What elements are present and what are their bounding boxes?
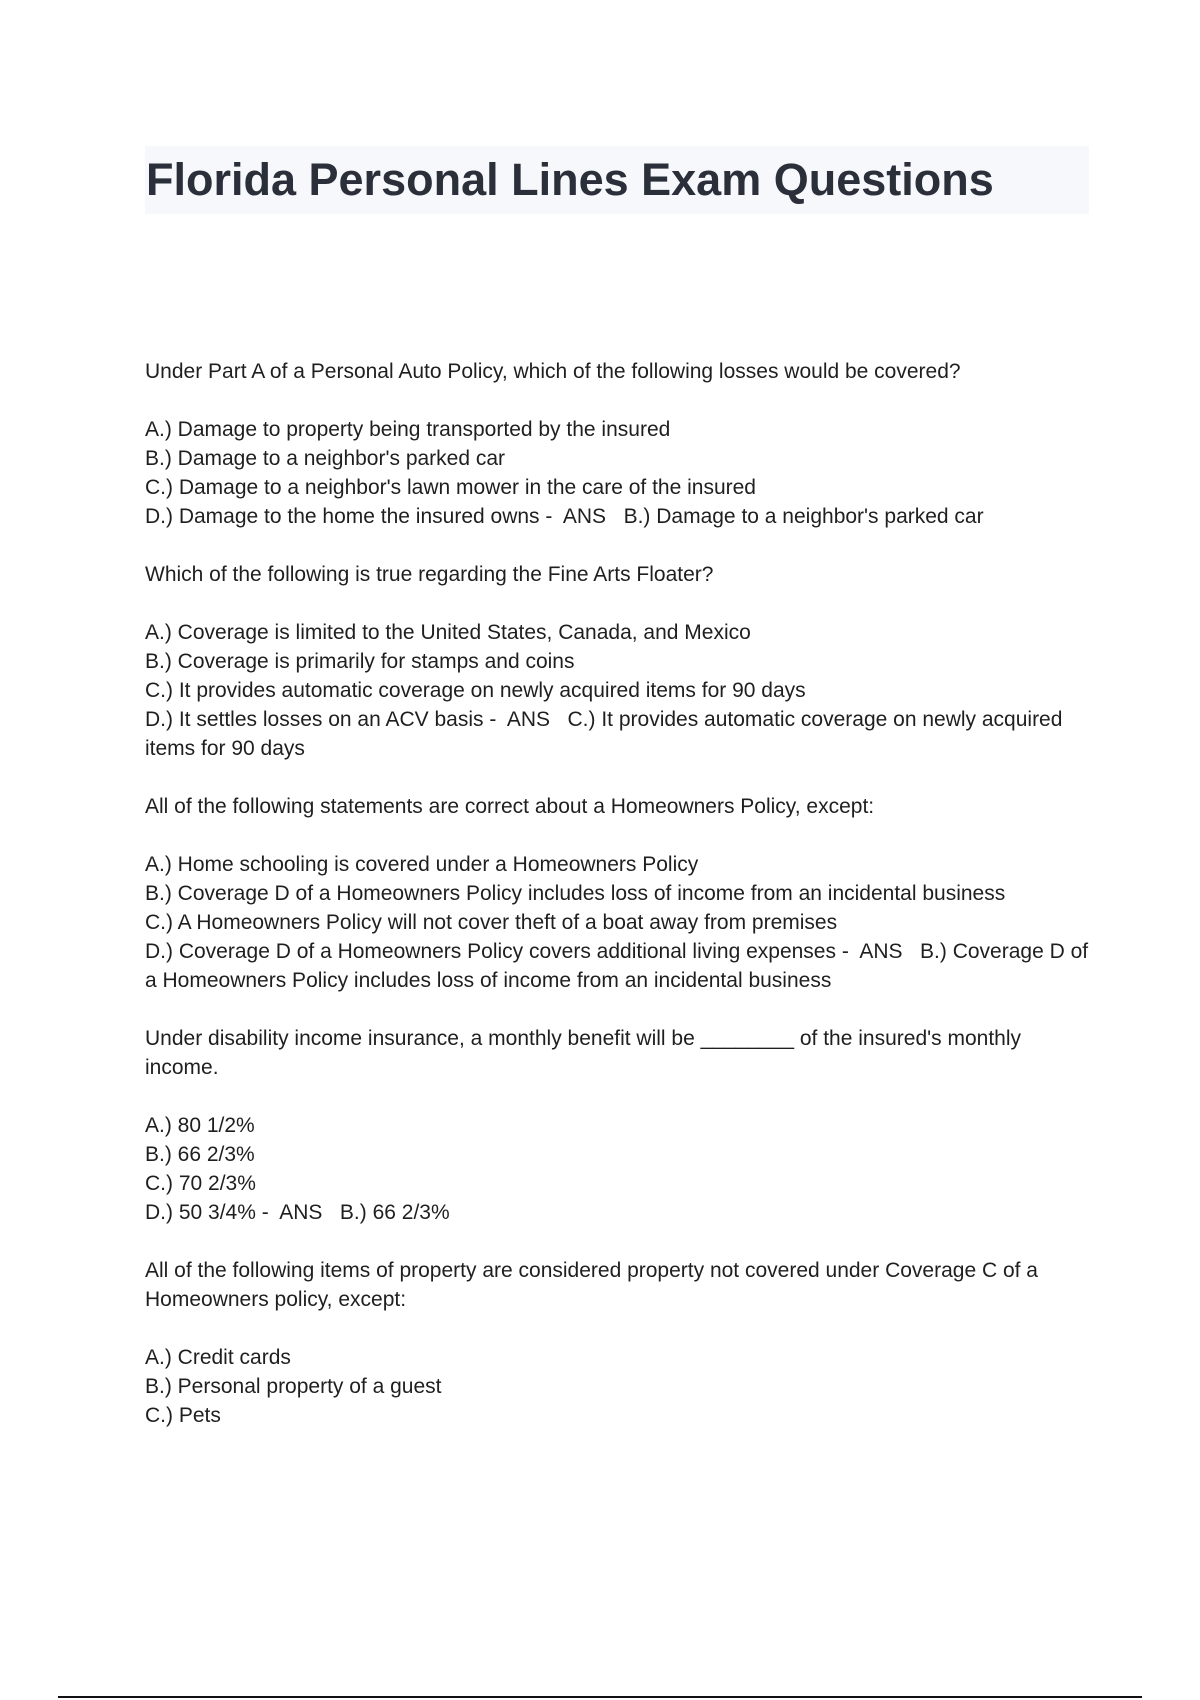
option-list (145, 415, 1095, 531)
question-block (145, 792, 1095, 995)
question-text: All of the following statements are correct about a Homeowners Policy, except: (145, 795, 875, 818)
footer-divider (58, 1696, 1142, 1698)
question-block (145, 1256, 1095, 1430)
question-block (145, 357, 1095, 531)
option-b: B.) Coverage is primarily for stamps and coins (145, 650, 575, 673)
option-d (145, 1198, 1095, 1227)
option-a: A.) Coverage is limited to the United States, Canada, and Mexico (145, 621, 751, 644)
answer-text: - ANS B.) Damage to a neighbor's parked car (539, 505, 984, 528)
option-list (145, 618, 1095, 763)
option-b: B.) Damage to a neighbor's parked car (145, 447, 506, 470)
option-a: A.) 80 1/2% (145, 1114, 255, 1137)
question-text: All of the following items of property are considered property not covered under Coverage C of a Homeowners policy, except: (145, 1259, 1038, 1311)
option-b: B.) Personal property of a guest (145, 1375, 442, 1398)
option-d-text: D.) It settles losses on an ACV basis (145, 708, 484, 731)
option-b: B.) 66 2/3% (145, 1143, 255, 1166)
option-c: C.) Damage to a neighbor's lawn mower in the care of the insured (145, 476, 756, 499)
option-a: A.) Damage to property being transported by the insured (145, 418, 671, 441)
option-b: B.) Coverage D of a Homeowners Policy includes loss of income from an incidental business (145, 882, 1006, 905)
question-block (145, 560, 1095, 763)
option-d-text: D.) Damage to the home the insured owns (145, 505, 540, 528)
option-d (145, 502, 1095, 531)
option-a: A.) Credit cards (145, 1346, 291, 1369)
option-d (145, 705, 1095, 763)
option-list (145, 850, 1095, 995)
option-c: C.) It provides automatic coverage on newly acquired items for 90 days (145, 679, 806, 702)
option-a: A.) Home schooling is covered under a Homeowners Policy (145, 853, 699, 876)
option-d-text: D.) 50 3/4% (145, 1201, 256, 1224)
option-d (145, 937, 1095, 995)
option-list (145, 1343, 1095, 1430)
questions-content (145, 357, 1095, 1459)
option-c: C.) A Homeowners Policy will not cover theft of a boat away from premises (145, 911, 838, 934)
answer-text: - ANS B.) Coverage D of a Homeowners Policy includes loss of income from an incidental business (145, 940, 1094, 992)
option-d-text: D.) Coverage D of a Homeowners Policy covers additional living expenses (145, 940, 836, 963)
document-title: Florida Personal Lines Exam Questions (146, 154, 994, 205)
option-c: C.) Pets (145, 1404, 221, 1427)
option-list (145, 1111, 1095, 1227)
question-block (145, 1024, 1095, 1227)
question-text: Under disability income insurance, a monthly benefit will be ________ of the insured's monthly income. (145, 1027, 1022, 1079)
question-text: Which of the following is true regarding the Fine Arts Floater? (145, 563, 714, 586)
option-c: C.) 70 2/3% (145, 1172, 256, 1195)
question-text: Under Part A of a Personal Auto Policy, which of the following losses would be covered? (145, 360, 961, 383)
answer-text: - ANS C.) It provides automatic coverage on newly acquired items for 90 days (145, 708, 1069, 760)
answer-text: - ANS B.) 66 2/3% (255, 1201, 450, 1224)
